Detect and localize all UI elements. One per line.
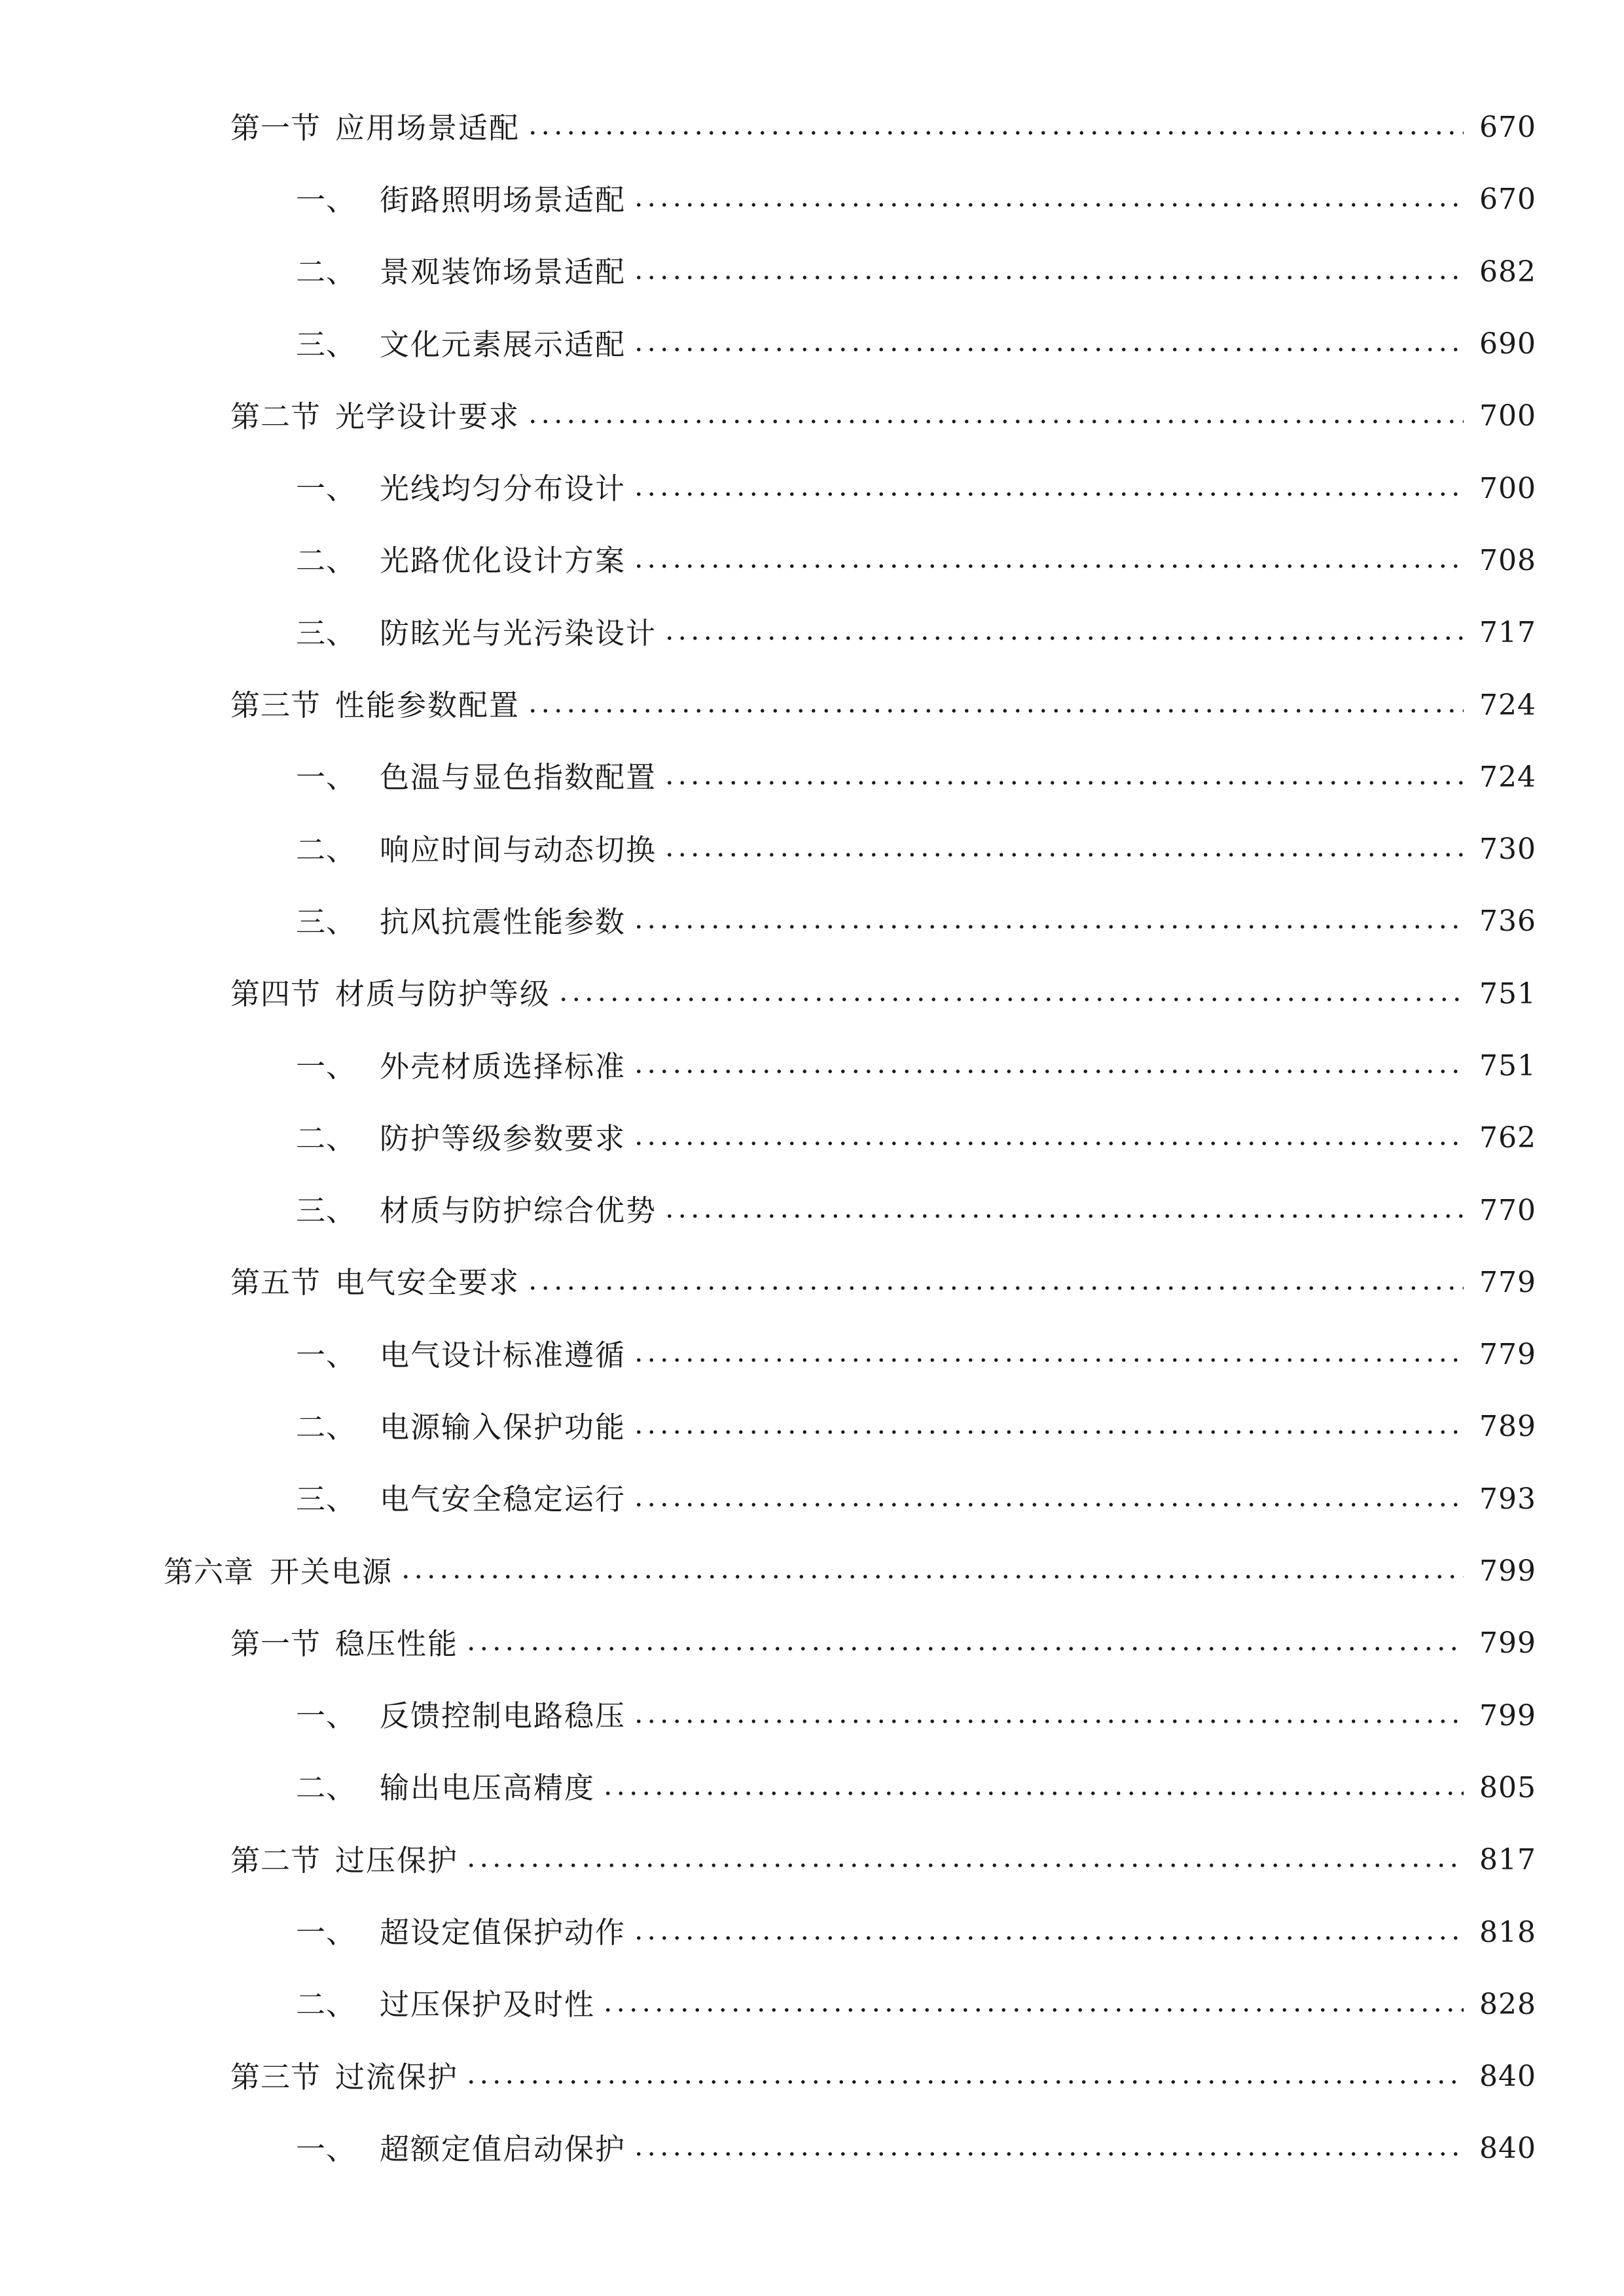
toc-entry-prefix: 第六章	[164, 1554, 255, 1589]
dot-leader	[632, 491, 1464, 497]
toc-entry-prefix: 第三节	[230, 688, 321, 723]
toc-entry-section[interactable]	[0, 1247, 1624, 1319]
toc-entry-page-number: 817	[1479, 1843, 1536, 1877]
toc-entry-subsection[interactable]	[0, 1174, 1624, 1246]
dot-leader	[526, 418, 1464, 425]
dot-leader	[632, 1357, 1464, 1363]
toc-entry-prefix: 一、	[296, 2131, 357, 2166]
toc-entry-subsection[interactable]	[0, 742, 1624, 814]
toc-entry-subsection[interactable]	[0, 1030, 1624, 1102]
toc-entry-title: 过压保护及时性	[380, 1987, 596, 2022]
table-of-contents	[0, 92, 1624, 2185]
dot-leader	[465, 1645, 1464, 1652]
toc-entry-title: 电源输入保护功能	[380, 1409, 626, 1444]
toc-entry-subsection[interactable]	[0, 164, 1624, 236]
dot-leader	[465, 1862, 1464, 1869]
toc-entry-subsection[interactable]	[0, 1752, 1624, 1824]
toc-entry-title: 响应时间与动态切换	[380, 832, 657, 867]
toc-entry-prefix: 第五节	[230, 1265, 321, 1300]
toc-entry-prefix: 一、	[296, 760, 357, 795]
toc-entry-page-number: 793	[1479, 1482, 1536, 1516]
toc-entry-subsection[interactable]	[0, 597, 1624, 669]
toc-entry-prefix: 三、	[296, 615, 357, 651]
toc-entry-page-number: 730	[1479, 833, 1536, 867]
dot-leader	[526, 708, 1464, 714]
dot-leader	[632, 274, 1464, 281]
toc-entry-title: 外壳材质选择标准	[380, 1049, 626, 1084]
toc-entry-title: 光学设计要求	[335, 399, 520, 434]
toc-entry-title: 防护等级参数要求	[380, 1121, 626, 1156]
dot-leader	[557, 996, 1464, 1003]
toc-entry-title: 开关电源	[270, 1554, 393, 1589]
toc-entry-page-number: 799	[1479, 1698, 1536, 1732]
toc-entry-title: 输出电压高精度	[380, 1770, 596, 1806]
toc-entry-subsection[interactable]	[0, 1102, 1624, 1174]
toc-entry-page-number: 805	[1479, 1770, 1536, 1804]
dot-leader	[632, 1935, 1464, 1941]
dot-leader	[602, 1790, 1464, 1797]
toc-entry-page-number: 751	[1479, 1049, 1536, 1083]
dot-leader	[526, 130, 1464, 136]
dot-leader	[632, 563, 1464, 569]
dot-leader	[632, 202, 1464, 208]
toc-entry-prefix: 二、	[296, 255, 357, 290]
dot-leader	[663, 780, 1464, 786]
toc-entry-prefix: 第一节	[230, 110, 321, 145]
toc-entry-page-number: 736	[1479, 905, 1536, 939]
toc-entry-title: 防眩光与光污染设计	[380, 615, 657, 651]
dot-leader	[632, 1718, 1464, 1725]
toc-entry-page-number: 799	[1479, 1626, 1536, 1660]
toc-entry-page-number: 818	[1479, 1915, 1536, 1949]
toc-entry-prefix: 二、	[296, 543, 357, 579]
toc-entry-page-number: 690	[1479, 327, 1536, 361]
toc-entry-subsection[interactable]	[0, 1319, 1624, 1391]
dot-leader	[632, 1140, 1464, 1147]
toc-entry-subsection[interactable]	[0, 525, 1624, 597]
toc-entry-subsection[interactable]	[0, 1680, 1624, 1752]
toc-entry-page-number: 762	[1479, 1121, 1536, 1155]
toc-entry-subsection[interactable]	[0, 1896, 1624, 1968]
dot-leader	[632, 1068, 1464, 1075]
toc-entry-title: 性能参数配置	[335, 688, 520, 723]
toc-entry-title: 光线均匀分布设计	[380, 471, 626, 507]
toc-entry-title: 色温与显色指数配置	[380, 760, 657, 795]
toc-entry-prefix: 一、	[296, 1337, 357, 1372]
toc-entry-prefix: 三、	[296, 904, 357, 939]
toc-entry-section[interactable]	[0, 669, 1624, 741]
toc-entry-prefix: 三、	[296, 327, 357, 362]
toc-entry-page-number: 751	[1479, 977, 1536, 1011]
toc-entry-title: 应用场景适配	[335, 110, 520, 145]
toc-entry-prefix: 二、	[296, 832, 357, 867]
toc-entry-page-number: 724	[1479, 688, 1536, 722]
toc-entry-page-number: 789	[1479, 1410, 1536, 1444]
dot-leader	[632, 2151, 1464, 2157]
toc-entry-prefix: 第三节	[230, 2059, 321, 2094]
toc-entry-page-number: 708	[1479, 543, 1536, 577]
dot-leader	[465, 2079, 1464, 2085]
dot-leader	[632, 924, 1464, 930]
toc-entry-section[interactable]	[0, 380, 1624, 452]
toc-entry-prefix: 二、	[296, 1987, 357, 2022]
toc-entry-section[interactable]	[0, 958, 1624, 1030]
toc-entry-title: 反馈控制电路稳压	[380, 1698, 626, 1734]
toc-entry-subsection[interactable]	[0, 1969, 1624, 2041]
toc-entry-subsection[interactable]	[0, 2113, 1624, 2185]
toc-entry-title: 街路照明场景适配	[380, 182, 626, 217]
toc-entry-title: 材质与防护等级	[335, 977, 551, 1012]
toc-entry-subsection[interactable]	[0, 1391, 1624, 1463]
toc-entry-section[interactable]	[0, 2041, 1624, 2113]
toc-entry-prefix: 第四节	[230, 977, 321, 1012]
toc-entry-page-number: 799	[1479, 1554, 1536, 1588]
toc-entry-page-number: 770	[1479, 1193, 1536, 1227]
toc-entry-subsection[interactable]	[0, 308, 1624, 380]
dot-leader	[632, 346, 1464, 353]
toc-entry-prefix: 二、	[296, 1770, 357, 1806]
toc-entry-prefix: 三、	[296, 1193, 357, 1229]
dot-leader	[602, 2007, 1464, 2013]
dot-leader	[663, 1213, 1464, 1219]
toc-entry-chapter[interactable]	[0, 1535, 1624, 1607]
toc-entry-page-number: 840	[1479, 2132, 1536, 2166]
toc-entry-prefix: 一、	[296, 1049, 357, 1084]
toc-entry-page-number: 670	[1479, 111, 1536, 145]
toc-entry-section[interactable]	[0, 1607, 1624, 1679]
dot-leader	[632, 1429, 1464, 1435]
toc-entry-title: 光路优化设计方案	[380, 543, 626, 579]
toc-entry-page-number: 682	[1479, 255, 1536, 289]
toc-entry-page-number: 670	[1479, 183, 1536, 217]
toc-entry-title: 景观装饰场景适配	[380, 255, 626, 290]
toc-entry-title: 超额定值启动保护	[380, 2131, 626, 2166]
toc-entry-prefix: 二、	[296, 1409, 357, 1444]
toc-entry-title: 电气设计标准遵循	[380, 1337, 626, 1372]
toc-entry-title: 过流保护	[335, 2059, 459, 2094]
toc-entry-title: 超设定值保护动作	[380, 1915, 626, 1950]
toc-entry-title: 电气安全稳定运行	[380, 1482, 626, 1517]
toc-entry-prefix: 二、	[296, 1121, 357, 1156]
dot-leader	[526, 1285, 1464, 1291]
toc-entry-prefix: 一、	[296, 471, 357, 507]
toc-entry-prefix: 第一节	[230, 1626, 321, 1661]
toc-entry-title: 抗风抗震性能参数	[380, 904, 626, 939]
toc-entry-subsection[interactable]	[0, 1463, 1624, 1535]
toc-entry-page-number: 724	[1479, 760, 1536, 794]
toc-entry-prefix: 一、	[296, 1915, 357, 1950]
toc-entry-page-number: 700	[1479, 471, 1536, 505]
dot-leader	[663, 635, 1464, 641]
dot-leader	[663, 852, 1464, 858]
toc-entry-subsection[interactable]	[0, 452, 1624, 524]
toc-entry-section[interactable]	[0, 1824, 1624, 1896]
toc-entry-prefix: 一、	[296, 1698, 357, 1734]
toc-entry-subsection[interactable]	[0, 886, 1624, 958]
toc-entry-prefix: 三、	[296, 1482, 357, 1517]
toc-entry-prefix: 第二节	[230, 1842, 321, 1878]
toc-entry-title: 文化元素展示适配	[380, 327, 626, 362]
dot-leader	[399, 1573, 1464, 1580]
toc-entry-page-number: 779	[1479, 1338, 1536, 1372]
toc-entry-section[interactable]	[0, 92, 1624, 164]
toc-entry-title: 电气安全要求	[335, 1265, 520, 1300]
dot-leader	[632, 1501, 1464, 1508]
toc-entry-page-number: 700	[1479, 399, 1536, 433]
toc-entry-title: 材质与防护综合优势	[380, 1193, 657, 1229]
toc-entry-prefix: 一、	[296, 182, 357, 217]
toc-entry-page-number: 828	[1479, 1987, 1536, 2021]
toc-entry-page-number: 840	[1479, 2060, 1536, 2094]
toc-entry-subsection[interactable]	[0, 814, 1624, 886]
toc-entry-prefix: 第二节	[230, 399, 321, 434]
toc-entry-subsection[interactable]	[0, 236, 1624, 308]
toc-entry-page-number: 717	[1479, 616, 1536, 650]
toc-entry-page-number: 779	[1479, 1265, 1536, 1299]
toc-entry-title: 过压保护	[335, 1842, 459, 1878]
toc-entry-title: 稳压性能	[335, 1626, 459, 1661]
